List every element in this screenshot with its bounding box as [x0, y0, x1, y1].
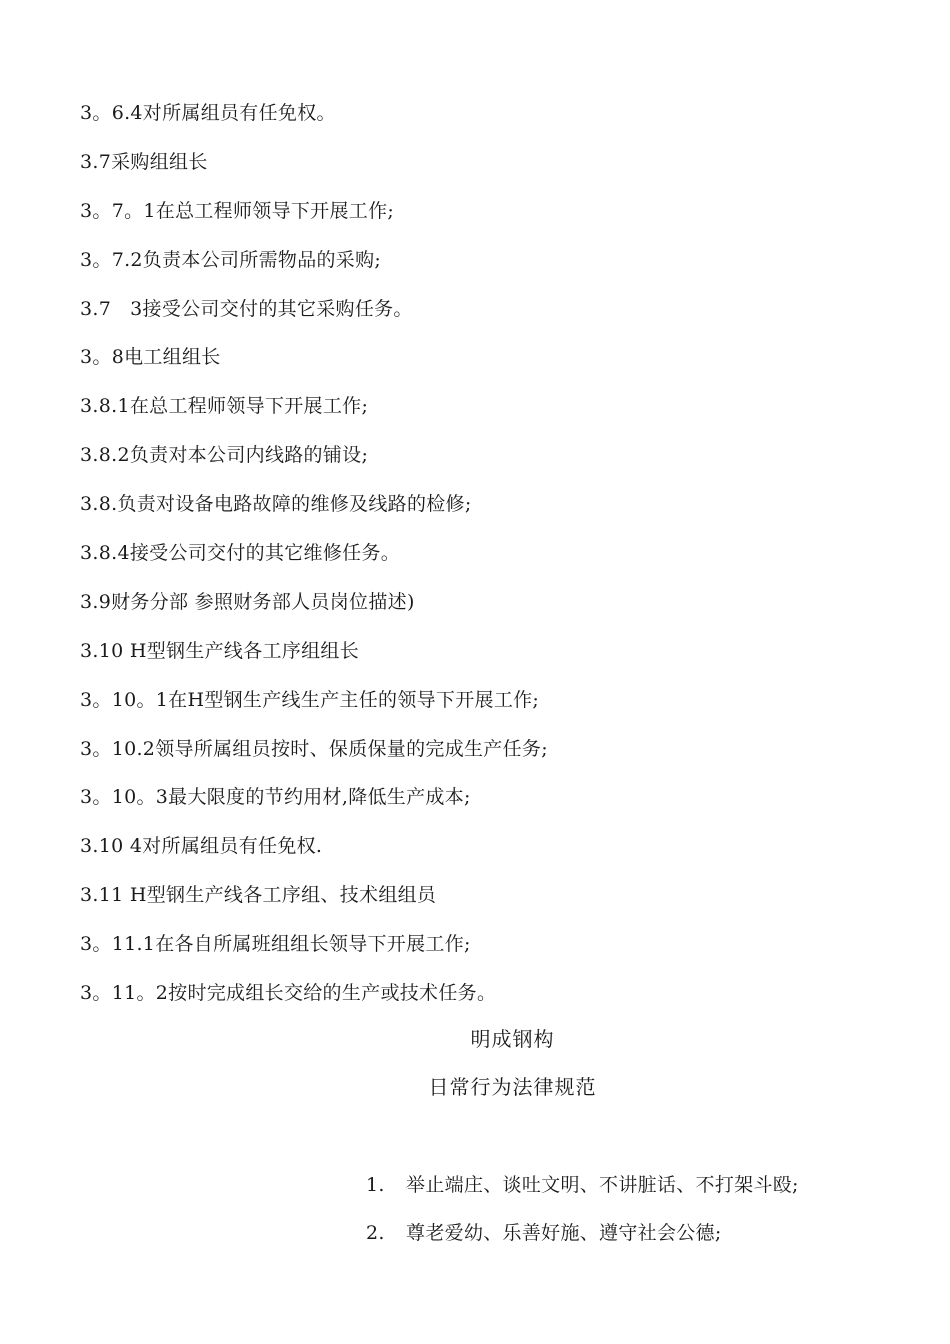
list-item — [328, 1140, 928, 1196]
list-item-text: 尊老爱幼、乐善好施、遵守社会公德; — [406, 1222, 722, 1244]
body-line: 3.11 H型钢生产线各工序组、技术组组员 — [80, 884, 437, 907]
body-line: 3。8电工组组长 — [80, 346, 221, 369]
body-line: 3。11。2按时完成组长交给的生产或技术任务。 — [80, 982, 497, 1005]
body-line: 3。10。1在H型钢生产线生产主任的领导下开展工作; — [80, 688, 540, 711]
body-line: 3.8.2负责对本公司内线路的铺设; — [80, 444, 369, 467]
rules-list — [328, 1140, 928, 1244]
body-line: 3.10 H型钢生产线各工序组组长 — [80, 639, 360, 662]
body-line: 3。7.2负责本公司所需物品的采购; — [80, 248, 382, 271]
body-line: 3。7。1在总工程师领导下开展工作; — [80, 199, 395, 222]
body-text — [80, 98, 900, 1027]
body-line: 3。10。3最大限度的节约用材,降低生产成本; — [80, 786, 471, 809]
list-item-text: 举止端庄、谈吐文明、不讲脏话、不打架斗殴; — [406, 1174, 799, 1196]
body-line: 3.7 3接受公司交付的其它采购任务。 — [80, 297, 413, 320]
body-line: 3。6.4对所属组员有任免权。 — [80, 102, 336, 124]
body-line: 3。11.1在各自所属班组组长领导下开展工作; — [80, 933, 471, 956]
list-item-number: 2. — [366, 1222, 385, 1244]
body-line: 3.7采购组组长 — [80, 150, 208, 173]
company-name: 明成钢构 — [470, 1027, 555, 1051]
section-title: 日常行为法律规范 — [428, 1075, 597, 1099]
body-line: 3.10 4对所属组员有任免权. — [80, 835, 323, 858]
body-line: 3.8.负责对设备电路故障的维修及线路的检修; — [80, 493, 472, 516]
body-line: 3.8.1在总工程师领导下开展工作; — [80, 395, 369, 418]
body-line: 3。10.2领导所属组员按时、保质保量的完成生产任务; — [80, 737, 548, 760]
body-line: 3.8.4接受公司交付的其它维修任务。 — [80, 542, 401, 565]
body-line: 3.9财务分部 参照财务部人员岗位描述) — [80, 590, 415, 613]
list-item-number: 1. — [366, 1174, 385, 1196]
